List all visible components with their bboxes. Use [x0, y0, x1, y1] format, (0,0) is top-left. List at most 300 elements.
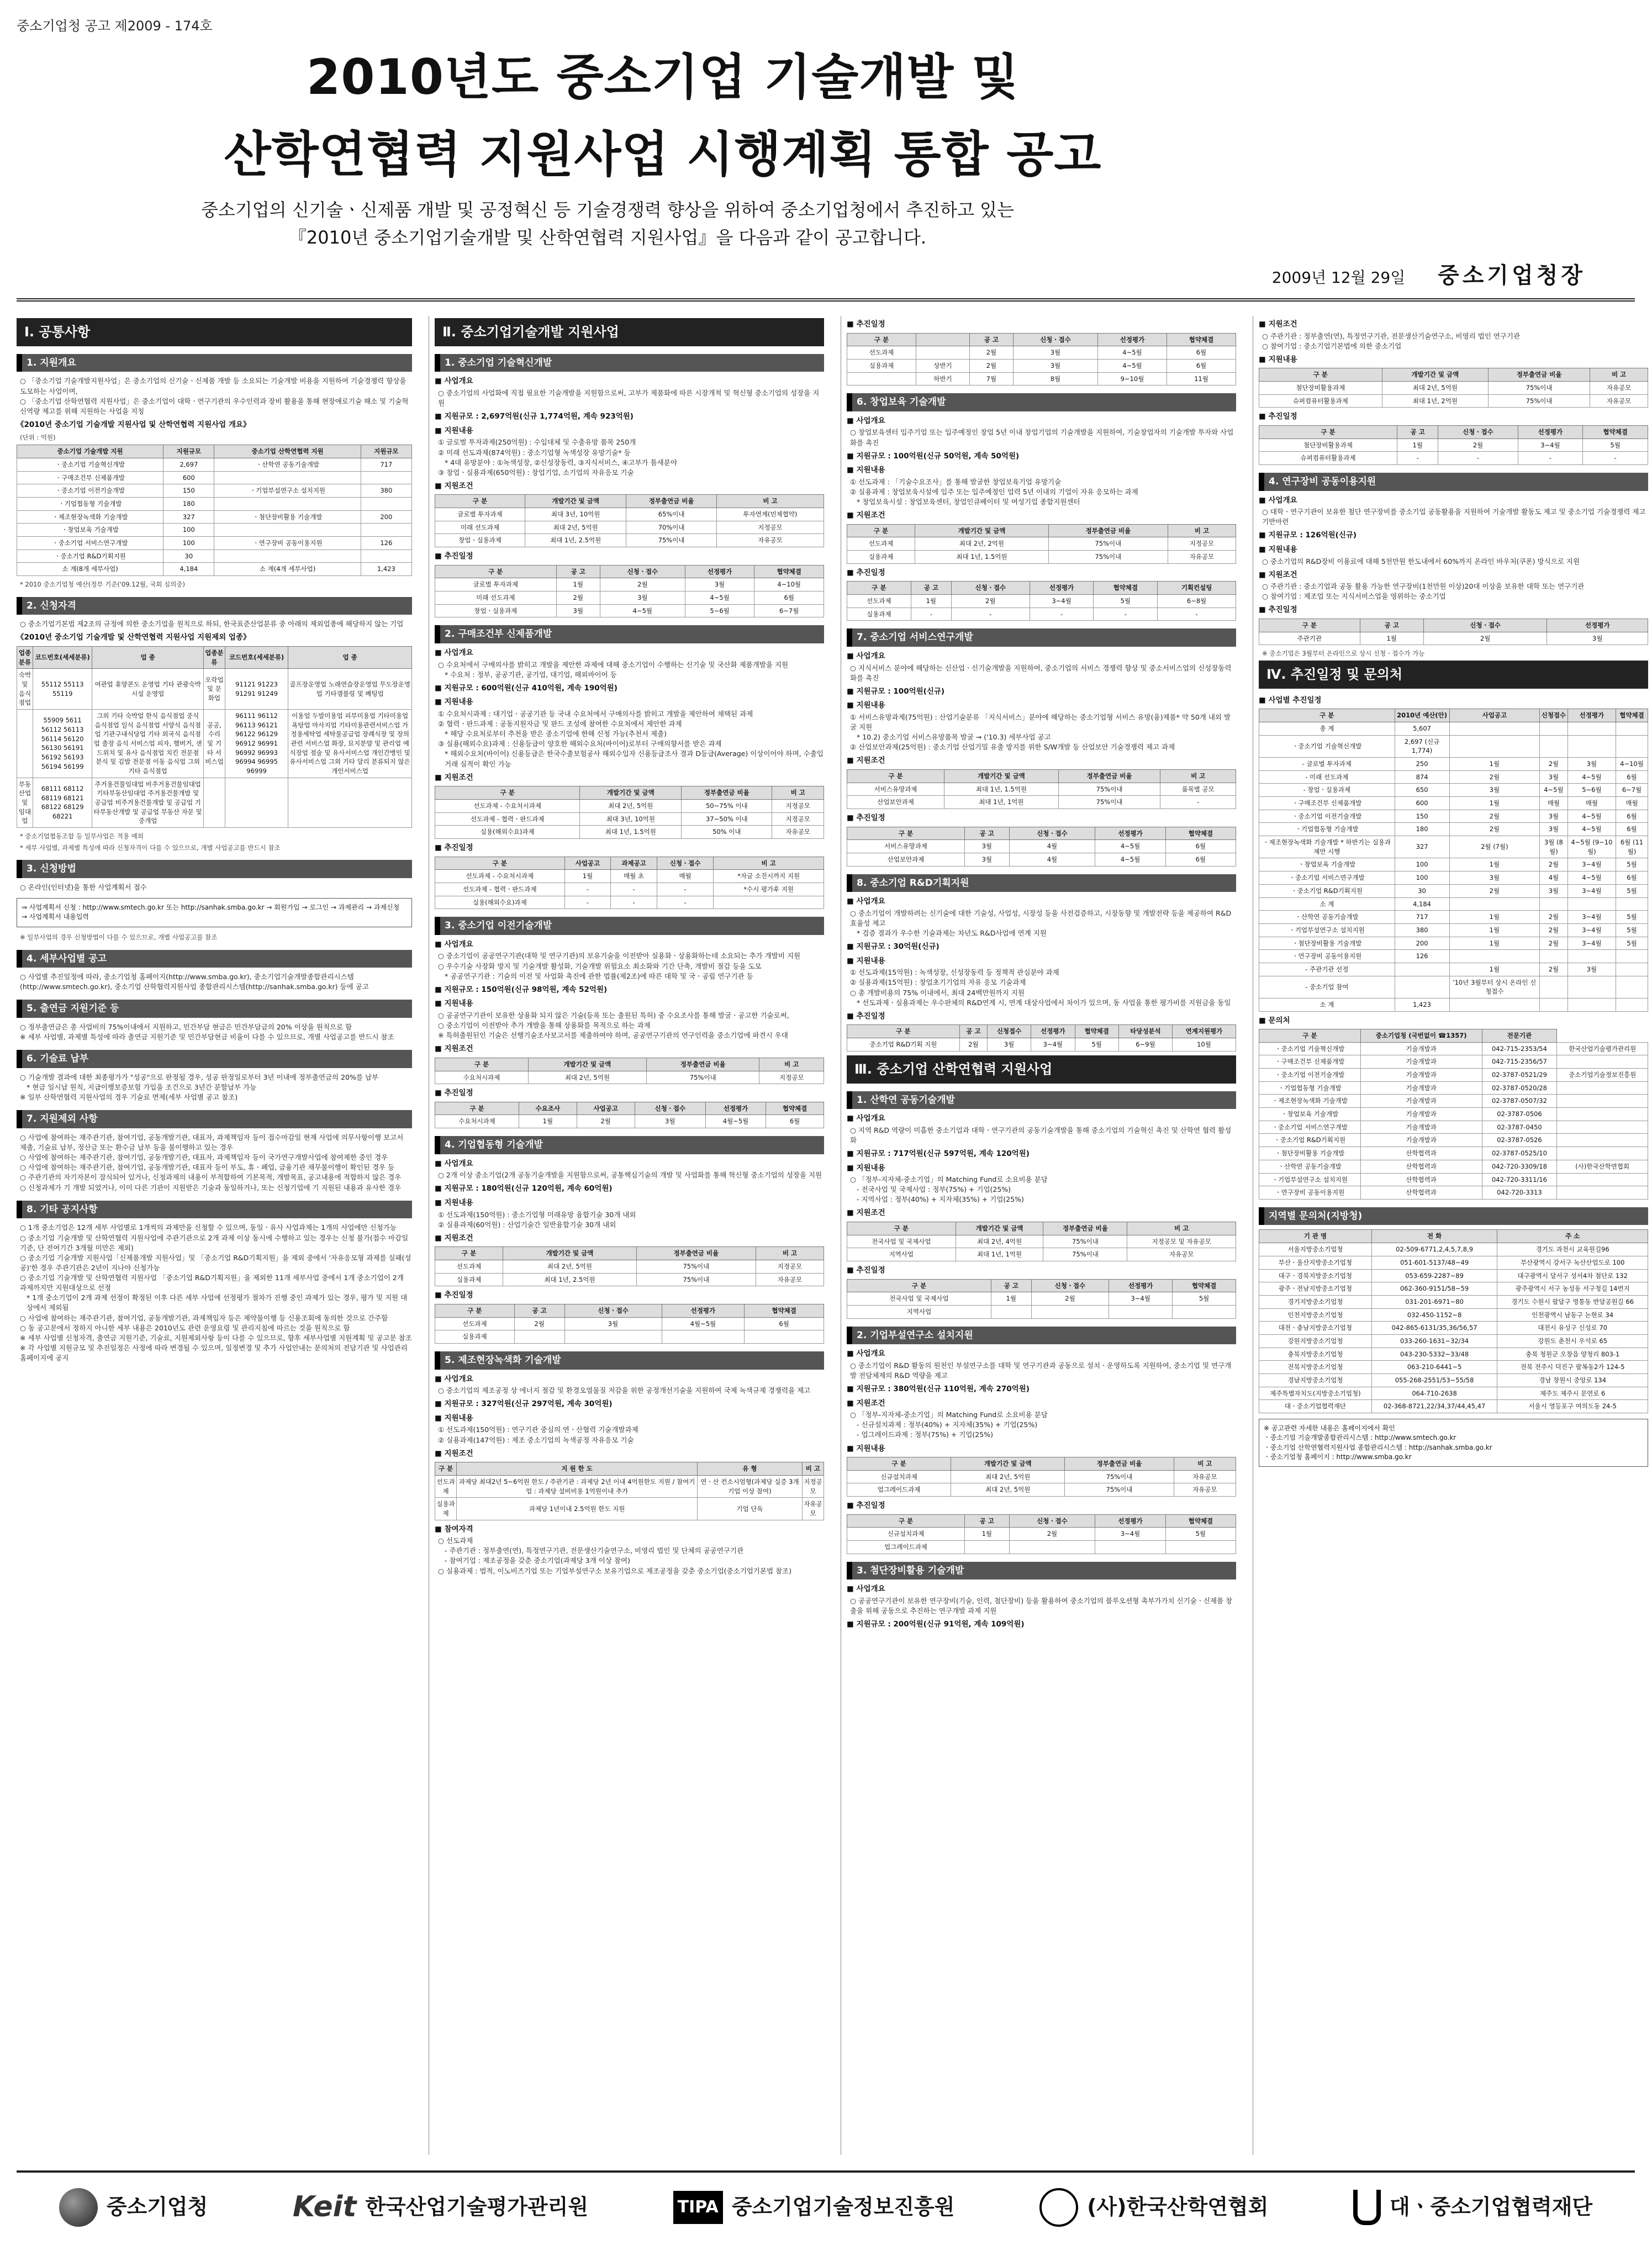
subheading: ■ 사업개요	[847, 416, 885, 425]
table-cell: 연ㆍ산 컨소시엄형(과제당 실증 3개 기업 이상 참여)	[698, 1475, 803, 1497]
table-row	[1259, 923, 1648, 937]
table-cell: 지정공모 및 자유공모	[1127, 1235, 1236, 1248]
table-row	[847, 1483, 1236, 1497]
body-text: * 선도과제ㆍ실용과제는 우수판체의 R&D연계 시, 연계 대상사업에서 차이가 있으며, 동 사업을 통한 평가비를 지원금을 동일	[857, 998, 1231, 1007]
column-header: 비 고	[1127, 1222, 1236, 1235]
table-cell: 최대 3년, 10억원	[525, 508, 626, 521]
table-cell: 1월	[1449, 858, 1540, 871]
table-cell: 지역사업	[847, 1248, 956, 1261]
body-text: * 해외수요처(바이어) 신용등급은 한국수출보험공사 해외수입자 신용등급조사 결과 D등급(Average) 이상이어야 하며, 수출입거래 실적이 확인 가능	[445, 749, 824, 768]
table-cell: 매월	[1616, 797, 1648, 810]
table-header-row	[435, 1462, 824, 1476]
column-header: 공 고	[911, 582, 951, 595]
table-cell: 02-3787-0507/32	[1482, 1095, 1557, 1108]
table-cell: 68111 68112 68119 68121 68122 68129 68221	[33, 778, 92, 827]
table-cell: 경기도 과천시 교육원길96	[1497, 1243, 1648, 1256]
table-cell	[225, 778, 288, 827]
table-cell: 4,184	[1395, 897, 1449, 911]
table-cell	[361, 497, 411, 510]
table-cell: 650	[1395, 784, 1449, 797]
table-row	[1259, 1173, 1648, 1186]
table-row	[1259, 1095, 1648, 1108]
body-text: ○ 주관기관 : 중소기업과 공동 활용 가능한 연구장비(1천만원 이상)20대 이상을 보유한 대학 또는 연구기관	[1262, 582, 1585, 591]
table-cell: 3~4월	[1567, 858, 1616, 871]
table-cell: 042-715-2356/57	[1482, 1055, 1557, 1069]
subheading: ■ 지원내용	[435, 1413, 473, 1423]
table-row	[1259, 1042, 1648, 1055]
table-cell: 053-659-2287~89	[1371, 1269, 1497, 1282]
column-header: 선정평가	[1095, 827, 1165, 840]
subheading: ■ 지원조건	[847, 1398, 885, 1408]
table-cell: 경남 창원시 중앙로 134	[1497, 1373, 1648, 1387]
table-header-row	[1259, 1230, 1648, 1243]
table-row	[1259, 1055, 1648, 1069]
table-cell: 5~6월	[685, 604, 754, 617]
table-row	[435, 534, 824, 547]
column-header: 업 종	[288, 646, 412, 668]
table-cell: -	[1397, 452, 1438, 465]
data-table	[847, 524, 1236, 564]
column-header: 정부출연금 비율	[1043, 1222, 1127, 1235]
column-header: 선정평가	[1030, 582, 1094, 595]
table-header-row	[847, 1222, 1236, 1235]
table-cell: 숙박 및 음식점업	[17, 669, 33, 710]
column-header: 개발기간 및 금액	[580, 786, 682, 800]
body-text: * 4대 유망분야 : ①녹색성장, ②신성장동력, ③지식서비스, ④고부가 틈새분야	[445, 458, 677, 467]
table-cell: -	[1518, 452, 1583, 465]
table-cell: 200	[1395, 937, 1449, 950]
body-text: ○ 중소기업의 사업화에 직접 필요한 기술개발을 지원함으로써, 고부가 제품화에 따른 시장개척 및 혁신형 중소기업의 성장을 지원	[438, 389, 820, 408]
table-row	[1259, 1081, 1648, 1095]
table-cell: - 미래 선도과제	[1259, 770, 1395, 784]
table-cell: 2월	[556, 591, 600, 605]
table-cell	[214, 550, 361, 563]
body-text: ② 실용과제(15억원) : 창업초기기업의 자유 응모 기술과제	[850, 978, 1026, 987]
table-cell: -	[657, 896, 713, 909]
column-header: 선정평가	[1518, 425, 1583, 439]
url-box: ⇒ 사업계획서 신청 : http://www.smtech.go.kr 또는 http://sanhak.smba.go.kr → 회원가입 → 로그인 → 과제관리 → 과제신청 → 사업계획서 내용입력	[17, 898, 412, 927]
body-text: ○ 지역 R&D 역량이 미흡한 중소기업과 대학ㆍ연구기관의 공동기술개발을 통해 중소기업의 기술혁신 촉진 및 산학연 협력 활성화	[850, 1126, 1232, 1144]
table-cell: 4월	[1540, 871, 1568, 885]
table-cell	[1540, 735, 1568, 757]
table-cell: 3월	[1013, 346, 1097, 360]
subheading: ■ 추진일정	[435, 552, 473, 561]
column-header: 업 종	[92, 646, 204, 668]
part-heading: Ⅰ. 공통사항	[17, 318, 412, 346]
table-cell: 2월	[577, 1115, 635, 1128]
table-row	[847, 1038, 1236, 1052]
table-cell: 슈퍼컴퓨터활용과제	[1259, 394, 1382, 408]
footnote: ※ 일부사업의 경우 신청방법이 다를 수 있으므로, 개별 사업공고를 참조	[20, 933, 218, 941]
table-cell: ㆍ구매조건부 신제품개발	[1259, 797, 1395, 810]
table-cell: ㆍ기업협동형 기술개발	[17, 497, 163, 510]
table-cell: 65%이내	[626, 508, 717, 521]
table-cell: 선도과제	[847, 595, 911, 608]
subheading: ■ 지원내용	[847, 1163, 885, 1172]
table-cell: ㆍ구매조건부 신제품개발	[17, 471, 163, 484]
column-header: 구 분	[435, 857, 565, 870]
subheading: ■ 지원규모 : 717억원(신규 597억원, 계속 120억원)	[847, 1149, 1030, 1158]
subheading: ■ 추진일정	[847, 1266, 885, 1275]
table-cell	[965, 1541, 1009, 1554]
table-cell: 5월	[1165, 1528, 1236, 1541]
table-cell: 제주특별자치도(지방중소기업청)	[1259, 1387, 1372, 1400]
table-cell	[1616, 735, 1648, 757]
column-header: 구 분	[435, 495, 525, 508]
body-text: ○ 중소기업의 R&D장비 이용료에 대해 5천만원 한도내에서 60%까지 온라인 바우처(쿠폰) 방식으로 지원	[1262, 557, 1580, 566]
body-text: ① 선도과제(150억원) : 연구기관 중심의 연ㆍ산협력 기술개발과제	[438, 1425, 638, 1434]
table-cell: 미래 선도과제	[435, 591, 557, 605]
column-header: 구 분	[847, 333, 916, 346]
table-cell: 충북지방중소기업청	[1259, 1348, 1372, 1361]
table-row	[1259, 382, 1648, 395]
table-cell: ㆍ중소기업 기술혁신개발	[1259, 735, 1395, 757]
table-cell: 자유공모	[1590, 382, 1648, 395]
table-row	[847, 346, 1236, 360]
column-header: 신청ㆍ접수	[1009, 1514, 1095, 1528]
table-cell: 최대 2년, 4억원	[956, 1235, 1043, 1248]
table-header-row	[435, 1058, 824, 1071]
body-text: ① 수요처시과제 : 대기업ㆍ공공기관 등 국내 수요처에서 구매의사를 밝히고 개발을 제안하여 채택된 과제	[438, 709, 753, 718]
column-header: 구 분	[1259, 425, 1397, 439]
table-row	[1259, 1334, 1648, 1348]
table-cell: 그외 기타 숙박업 한식 음식점업 중식 음식점업 일식 음식점업 서양식 음식점업 기관구내식당업 기타 외국식 음식점업 출장 음식 서비스업 피자, 햄버거, 샌드위치 및 유사 음식점업 치킨 전문점 분식 및 김밥 전문점 이동 음식업 그외 기타 음식점업	[92, 709, 204, 778]
body-text: ○ 「정부-지자체-중소기업」의 Matching Fund로 소요비용 분담	[850, 1411, 1048, 1419]
table-cell: -	[611, 883, 657, 896]
table-cell: 4월	[1009, 840, 1095, 853]
table-cell: 6월	[766, 1115, 824, 1128]
column-header: 정부출연금 비율	[636, 1247, 756, 1260]
table-cell: 지정공모	[759, 1071, 824, 1084]
table-cell: 최대 2년, 5억원	[951, 1470, 1065, 1483]
table-row	[847, 372, 1236, 385]
body-text: ○ 공공연구기관이 보유한 연구장비(기술, 인력, 첨단장비) 등을 활용하여 중소기업의 블루오션형 촉부가가치 신기술ㆍ신제품 창출을 위해 공동으로 추진하는 연구개발 과제 지원	[850, 1596, 1233, 1615]
table-cell	[1449, 735, 1540, 757]
table-row	[1259, 1361, 1648, 1374]
column-header: 수요조사	[519, 1102, 577, 1115]
table-cell: 경남지방중소기업청	[1259, 1373, 1372, 1387]
table-cell: 02-509-6771,2,4,5,7,8,9	[1371, 1243, 1497, 1256]
table-cell: 1월	[911, 595, 951, 608]
table-cell: 600	[163, 471, 214, 484]
table-cell: 042-720-3309/18	[1482, 1160, 1557, 1173]
table-row	[1259, 452, 1648, 465]
body-text: ○ 동 공고문에서 정하지 아니한 세부 내용은 2010년도 관련 운영요령 및 관리지침에 따르는 것을 원칙으로 함	[20, 1323, 350, 1332]
subheading: ■ 사업개요	[847, 1584, 885, 1594]
column-header: 구 분	[847, 770, 944, 783]
table-cell: 100	[1395, 858, 1449, 871]
table-cell: -	[1160, 796, 1236, 809]
column-header: 신청ㆍ접수	[600, 565, 685, 578]
column-header: 구 분	[847, 827, 965, 840]
table-cell: 062-360-9151/58~59	[1371, 1282, 1497, 1296]
table-cell: -	[1094, 607, 1158, 621]
table-cell: 이용업 두발미용업 피부미용업 기타미용업 욕탕업 마사지업 기타미용관련서비스업 가정용세탁업 세탁물공급업 장례식장 및 장의관련 서비스업 화장, 묘지분양 및 관리업 예식장업 점술 및 유사서비스업 개인간병인 및 유사서비스업 그외 기타 달리 분류되지 않은 개인서비스업	[288, 709, 412, 778]
table-cell: 자유공모	[772, 826, 824, 839]
중소기업청-mark	[59, 2188, 98, 2227]
table-cell	[1557, 1095, 1648, 1108]
table-cell: ㆍ중소기업 R&D기획지원	[1259, 884, 1395, 897]
table-cell	[1031, 1305, 1109, 1318]
table-cell: 327	[1395, 836, 1449, 858]
table-cell: 서울시 영등포구 여의도동 24-5	[1497, 1400, 1648, 1413]
table-cell: ㆍ중소기업 이전기술개발	[1259, 810, 1395, 823]
column-header: 구 분	[847, 524, 915, 537]
column-header: 개발기간 및 금액	[525, 495, 626, 508]
table-cell: 10월	[1172, 1038, 1236, 1052]
table-cell: 6월	[1165, 840, 1236, 853]
table-row	[1259, 797, 1648, 810]
table-row	[847, 840, 1236, 853]
table-cell	[1540, 998, 1568, 1011]
section-heading: 2. 신청자격	[17, 597, 412, 615]
table-cell: ㆍ중소기업 서비스연구개발	[1259, 1121, 1361, 1134]
column-header: 정부출연금 비율	[1048, 524, 1168, 537]
table-row	[1259, 770, 1648, 784]
table-cell: 4~5월	[1567, 770, 1616, 784]
table-cell: 042-865-6131/35,36/56,57	[1371, 1322, 1497, 1335]
body-text: ※ 세부 사업별, 과제별 특성에 따라 출연금 지원기준 및 민간부담현금 비율이 다를 수 있으므로, 개별 사업공고를 반드시 참조	[20, 1033, 394, 1042]
column-header: 비 고	[802, 1462, 824, 1476]
table-cell: 선도과제	[435, 1260, 503, 1274]
column-header: 코드번호(세세분류)	[225, 646, 288, 668]
column-header: 선정평가	[662, 1304, 745, 1317]
table-row	[847, 607, 1236, 621]
table-cell: 산학협력과	[1360, 1160, 1482, 1173]
data-table	[17, 646, 412, 828]
table-cell: 경기지방중소기업청	[1259, 1295, 1372, 1308]
table-row	[435, 799, 824, 812]
table-header-row	[435, 786, 824, 800]
body-text: * 현금 일시납 원칙, 지급이행보증보험 가입을 조건으로 3년간 분할납부 가능	[27, 1083, 257, 1092]
table-row	[847, 595, 1236, 608]
table-cell: 강원지방중소기업청	[1259, 1334, 1372, 1348]
table-cell: -	[564, 883, 611, 896]
body-text: * 검증 결과가 우수한 기술과제는 차년도 R&D사업에 연계 지원	[857, 929, 1047, 938]
table-row	[847, 537, 1236, 551]
table-cell: 1월	[1449, 963, 1540, 976]
column-header: 선정평가	[1567, 709, 1616, 722]
table-cell: 3월	[1567, 758, 1616, 771]
page-title	[221, 39, 1105, 193]
table-cell: 3~4월	[1109, 1292, 1173, 1306]
table-cell: 75%이내	[1048, 537, 1168, 551]
table-row	[17, 458, 412, 471]
table-cell: 75%이내	[1489, 382, 1590, 395]
table-row	[1259, 1256, 1648, 1269]
table-cell: 첨단장비활용과제	[1259, 382, 1382, 395]
table-cell: 6월	[754, 591, 824, 605]
table-cell: 글로벌 투자과제	[435, 508, 525, 521]
table-row	[1259, 836, 1648, 858]
table-cell: 지역사업	[847, 1305, 991, 1318]
table-cell: -	[657, 883, 713, 896]
table-row	[1259, 1160, 1648, 1173]
data-table	[847, 827, 1236, 867]
table-cell: 02-3787-0520/28	[1482, 1081, 1557, 1095]
table-cell: 100	[1395, 871, 1449, 885]
table-cell: 042-715-2353/54	[1482, 1042, 1557, 1055]
footer-logos	[17, 2170, 1635, 2242]
table-cell	[1449, 950, 1540, 963]
table-cell: 자유공모	[756, 1273, 824, 1286]
table-row	[847, 783, 1236, 796]
table-cell: - 중소기업 참여	[1259, 976, 1395, 998]
table-row	[1259, 1269, 1648, 1282]
column-header: 비 고	[1168, 524, 1236, 537]
data-table	[1259, 425, 1648, 465]
table-cell: 5월	[1616, 884, 1648, 897]
table-cell	[1567, 950, 1616, 963]
column-header: 전문기관	[1482, 1029, 1557, 1043]
table-cell: 실용(해외수요)과제	[435, 896, 565, 909]
table-cell: 자유공모	[1127, 1248, 1236, 1261]
header-divider	[17, 298, 1635, 302]
column-header: 비 고	[772, 786, 824, 800]
table-cell	[1616, 963, 1648, 976]
table-cell: ㆍ산학연 공동기술개발	[214, 458, 361, 471]
body-text: ③ 실용(해외수요)과제 : 신용등급이 양호한 해외수요처(바이어)로부터 구매의향서를 받은 과제	[438, 739, 722, 748]
subheading: ■ 지원조건	[435, 1449, 473, 1458]
subheading: ■ 추진일정	[1259, 605, 1297, 615]
table-cell	[361, 524, 411, 537]
table-cell: 033-260-1631~32/34	[1371, 1334, 1497, 1348]
column-header: 중소기업청 (국번없이 ☎1357)	[1360, 1029, 1482, 1043]
table-cell: 부산ㆍ울산지방중소기업청	[1259, 1256, 1372, 1269]
table-cell: 150	[163, 484, 214, 498]
table-header-row	[847, 1457, 1236, 1471]
table-row	[435, 521, 824, 534]
footer-logo	[59, 2188, 208, 2227]
table-cell: 서비스유망과제	[847, 840, 965, 853]
subheading: ■ 추진일정	[435, 843, 473, 852]
subheading: ■ 지원조건	[435, 481, 473, 490]
body-text: ② 실용과제(60억원) : 산업기술간 일반융합기술 30개 내외	[438, 1220, 616, 1229]
table-row	[847, 796, 1236, 809]
subheading: ■ 사업개요	[435, 939, 473, 949]
data-table	[1259, 619, 1648, 645]
column-header: 구 분	[1259, 619, 1360, 632]
table-header-row	[435, 857, 824, 870]
table-cell: 031-201-6971~80	[1371, 1295, 1497, 1308]
table-cell: 4월~5월	[705, 1115, 766, 1128]
links-box	[1259, 1419, 1648, 1467]
table-cell: 기술개발과	[1360, 1095, 1482, 1108]
subheading: ■ 지원규모 : 2,697억원(신규 1,774억원, 계속 923억원)	[435, 412, 634, 421]
table-cell	[1009, 1541, 1095, 1554]
table-header-row	[1259, 709, 1648, 722]
table-cell: 총 계	[1259, 722, 1395, 736]
body-text: ※ 각 사업별 지원규모 및 추진일정은 사정에 따라 변경될 수 있으며, 일정변경 및 추가 사업안내는 문의처의 전담기관 및 사업관리 홈페이지에 공지	[20, 1343, 408, 1362]
subheading: ■ 참여자격	[435, 1524, 473, 1534]
table-cell: 지정공모	[772, 799, 824, 812]
data-table	[847, 333, 1236, 386]
table-cell: 부동산업 및 임대업	[17, 778, 33, 827]
column-header: 공 고	[959, 1025, 987, 1038]
body-text: ○ 중소기업 기술개발 및 산학연협력 지원사업 「중소기업 R&D기획지원」을 제외한 11개 세부사업 중에서 1개 중소기업이 2개 과제까지만 지원대상으로 선정	[20, 1274, 404, 1292]
body-text: ○ 사업에 참여하는 재주관기관, 참여기업, 공동개발기관, 과제책임자 등은 제약물이행 등 신용조회에 동의한 것으로 간주함	[20, 1313, 388, 1322]
table-cell: ㆍ창업보육 기술개발	[17, 524, 163, 537]
data-table	[435, 1304, 824, 1344]
data-table	[435, 565, 824, 618]
subheading: ■ 지원내용	[435, 426, 473, 435]
table-cell: 최대 1년, 2억원	[1382, 394, 1489, 408]
column-header: 협약체결	[766, 1102, 824, 1115]
title-line-2: 산학연협력 지원사업 시행계획 통합 공고	[224, 126, 1102, 183]
subheading: ■ 지원규모 : 180억원(신규 120억원, 계속 60억원)	[435, 1184, 613, 1193]
table-cell	[17, 709, 33, 778]
body-text: * 창업보육시설 : 창업보육센터, 창업인큐베이터 및 여성기업 종합지원센터	[857, 498, 1080, 506]
body-text: ② 산업보안과제(25억원) : 중소기업 산업기밀 유출 방지를 위한 S/W개발 등 산업보안 기술경쟁력 제고 과제	[850, 743, 1175, 752]
table-cell: 실용과제	[847, 607, 911, 621]
table-cell: 2월	[1540, 923, 1568, 937]
table-cell: 지정공모	[802, 1475, 824, 1497]
table-cell: 1월	[1360, 632, 1423, 645]
table-cell: 지정공모	[772, 812, 824, 826]
table-cell: 2월	[969, 359, 1013, 372]
subheading: ■ 추진일정	[847, 1501, 885, 1510]
footer-logo	[293, 2186, 588, 2228]
table-cell: 1월	[1449, 923, 1540, 937]
table-cell: 최대 2년, 5억원	[951, 1483, 1065, 1497]
column-header: 공 고	[514, 1304, 564, 1317]
link-line: ㆍ중소기업청 홈페이지 : http://www.smba.go.kr	[1264, 1453, 1412, 1461]
column-header: 신청ㆍ접수	[1013, 333, 1097, 346]
table-cell: 2월	[1540, 911, 1568, 924]
table-cell	[1567, 897, 1616, 911]
table-cell: 인천지방중소기업청	[1259, 1308, 1372, 1322]
table-cell: 6월	[745, 1317, 824, 1330]
body-text: ○ 총 개발비용의 75% 이내에서, 최대 24백만원까지 지원	[850, 988, 1025, 997]
table-row	[435, 578, 824, 591]
table-cell: 중소기업기술정보진흥원	[1557, 1069, 1648, 1082]
table-cell: 02-3787-0521/29	[1482, 1069, 1557, 1082]
table-cell: -	[1583, 452, 1648, 465]
body-text: ○ 선도과제	[438, 1536, 473, 1545]
table-cell: 5월	[1173, 1292, 1236, 1306]
table-cell: 기술개발과	[1360, 1134, 1482, 1147]
table-cell: 첨단장비활용과제	[1259, 439, 1397, 452]
table-cell: ㆍ기업협동형 기술개발	[1259, 1081, 1361, 1095]
table-cell: 품목별 공모	[1160, 783, 1236, 796]
table-cell: 2월	[1031, 1292, 1109, 1306]
table-cell: 산업보안과제	[847, 853, 965, 866]
footnote: * 중소기업협동조합 등 일부사업은 적용 예외	[20, 832, 144, 840]
table-cell: 70%이내	[626, 521, 717, 534]
footnote: * 세부 사업별, 과제별 특성에 따라 신청자격이 다를 수 있으므로, 개별 사업공고를 반드시 참조	[20, 843, 281, 852]
kaiari-logo-mark	[1039, 2188, 1078, 2227]
table-cell	[1109, 1305, 1173, 1318]
table-cell: 100	[163, 536, 214, 550]
table-cell: ㆍ제조현장녹색화 기술개발 * 하반기는 실용과제만 시행	[1259, 836, 1395, 858]
table-cell: 글로벌 투자과제	[435, 578, 557, 591]
table-cell: 250	[1395, 758, 1449, 771]
table-cell: -	[1158, 607, 1236, 621]
column-header	[916, 333, 970, 346]
column-header: 협약체결	[754, 565, 824, 578]
subheading: ■ 지원조건	[847, 756, 885, 765]
table-cell: 선도과제	[435, 1475, 457, 1497]
body-text: ○ 사업에 참여하는 재주관기관, 참여기업, 공동개발기관, 대표자, 과제책임자 등이 접수마감일 현재 사업에 의무사항이행 보고서 제출, 기술료 납부, 정산금 또는 환수금 납부 등을 불이행하고 있는 경우	[20, 1133, 404, 1152]
table-cell: 최대 2년, 5억원	[525, 521, 626, 534]
column-header: 선정평가	[1097, 333, 1167, 346]
subheading: ■ 지원내용	[435, 698, 473, 707]
table-header-row	[847, 524, 1236, 537]
column-header: 구 분	[1259, 709, 1395, 722]
table-cell: -	[1438, 452, 1518, 465]
subheading: ■ 지원내용	[435, 999, 473, 1008]
section-heading: 4. 세부사업별 공고	[17, 950, 412, 968]
